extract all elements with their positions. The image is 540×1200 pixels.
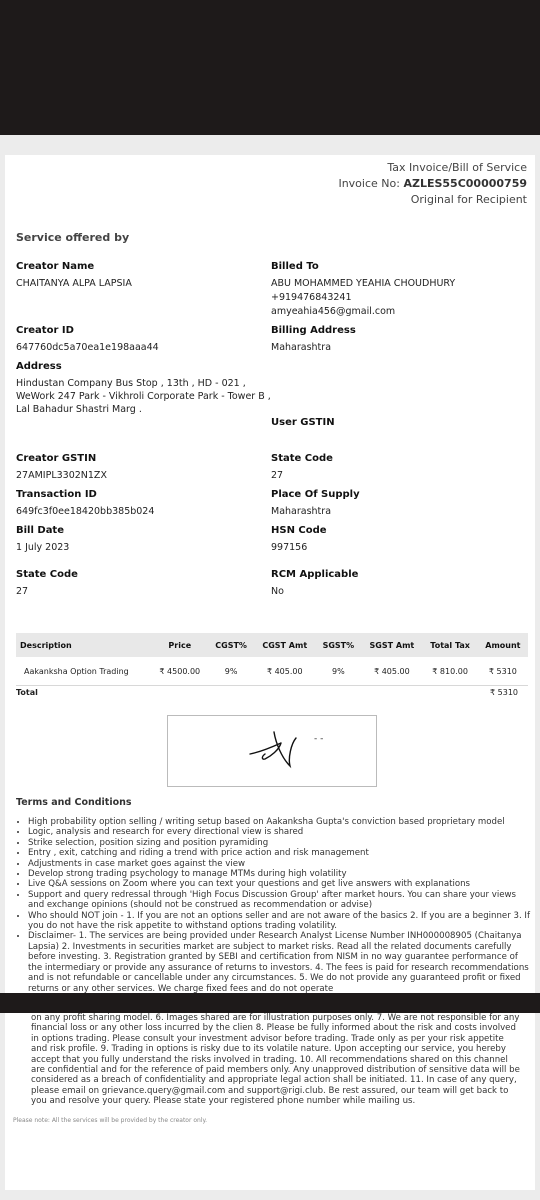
table-cell: 9%: [208, 657, 254, 686]
table-cell: ₹ 5310: [478, 657, 528, 686]
table-cell: ₹ 405.00: [254, 657, 315, 686]
list-item: • Adjustments in case market goes against the view: [28, 859, 533, 869]
invoice-sheet: [5, 155, 535, 1190]
section-title: Service offered by: [16, 231, 130, 244]
invoice-number-line: [338, 177, 527, 190]
creator-gstin-label: Creator GSTIN: [16, 453, 97, 464]
list-item: • Entry , exit, catching and riding a trend with price action and risk management: [28, 848, 533, 858]
table-row: [16, 657, 528, 686]
place-of-supply: Maharashtra: [271, 506, 332, 517]
creator-gstin: 27AMIPL3302N1ZX: [16, 470, 107, 481]
creator-name: CHAITANYA ALPA LAPSIA: [16, 278, 132, 289]
table-cell: Aakanksha Option Trading: [16, 657, 152, 686]
address-line: WeWork 247 Park - Vikhroli Corporate Park - Tower B ,: [16, 391, 271, 402]
transaction-id: 649fc3f0ee18420bb385b024: [16, 506, 155, 517]
table-header-row: [16, 633, 528, 657]
top-dark-bar: [0, 0, 540, 135]
billed-to-label: Billed To: [271, 261, 319, 272]
items-table: [16, 633, 528, 686]
copy-type: Original for Recipient: [410, 193, 527, 206]
column-header: SGST Amt: [361, 633, 422, 657]
invoice-number: AZLES55C00000759: [403, 177, 527, 190]
terms-list: [16, 817, 533, 994]
hsn-code: 997156: [271, 542, 308, 553]
creator-name-label: Creator Name: [16, 261, 95, 272]
state-code: 27: [271, 470, 284, 481]
table-cell: ₹ 4500.00: [152, 657, 209, 686]
billed-to-name: ABU MOHAMMED YEAHIA CHOUDHURY: [271, 278, 456, 289]
billing-address: Maharashtra: [271, 342, 332, 353]
table-cell: ₹ 810.00: [422, 657, 477, 686]
doc-type: Tax Invoice/Bill of Service: [387, 161, 527, 174]
rcm-applicable-label: RCM Applicable: [271, 569, 359, 580]
billed-to-phone: +919476843241: [271, 292, 352, 303]
address: [16, 377, 271, 416]
list-item: • Support and query redressal through 'High Focus Discussion Group' after market hours. You can share your views and exchange opinions (should not be construed as recommendation or advise): [28, 890, 533, 911]
list-item: • Live Q&A sessions on Zoom where you can text your questions and get live answers with explanations: [28, 879, 533, 889]
total-value: ₹ 5310: [490, 688, 518, 697]
table-cell: 9%: [315, 657, 361, 686]
signature-dash: - -: [314, 734, 324, 744]
rcm-applicable: No: [271, 586, 284, 597]
column-header: CGST%: [208, 633, 254, 657]
terms-continued: on any profit sharing model. 6. Images shared are for illustration purposes only. 7. We are not responsible for any financial loss or any other loss incurred by the clien 8. Please be fully informed about the risk and costs involved in options trading. Please consult your investment advisor before trading. Trade only as per your risk appetite and risk profile. 9. Trading in options is risky due to its volatile nature. Upon accepting our service, you hereby accept that you fully understand the risks involved in trading. 10. All recommendations shared on this channel are confidential and for the reference of paid members only. Any unapproved distribution of sensitive data will be considered as a breach of confidentiality and appropriate legal action shall be initiated. 11. In case of any query, please email on grievance.query@gmail.com and support@rigi.club. Be rest assured, our team will get back to you and resolve your query. Please state your registered phone number while mailing us.: [31, 1013, 520, 1107]
list-item: • Strike selection, position sizing and position pyramiding: [28, 838, 533, 848]
list-item: • High probability option selling / writing setup based on Aakanksha Gupta's conviction based proprietary model: [28, 817, 533, 827]
list-item: • Logic, analysis and research for every directional view is shared: [28, 827, 533, 837]
column-header: Total Tax: [422, 633, 477, 657]
list-item: • Develop strong trading psychology to manage MTMs during high volatility: [28, 869, 533, 879]
column-header: Amount: [478, 633, 528, 657]
table-cell: ₹ 405.00: [361, 657, 422, 686]
footer-note: Please note: All the services will be provided by the creator only.: [13, 1117, 208, 1124]
total-label: Total: [16, 688, 38, 697]
user-gstin-label: User GSTIN: [271, 417, 335, 428]
transaction-id-label: Transaction ID: [16, 489, 97, 500]
address-line: Lal Bahadur Shastri Marg .: [16, 404, 142, 415]
column-header: Description: [16, 633, 152, 657]
list-item: • Disclaimer- 1. The services are being provided under Research Analyst License Number INH000008905 (Chaitanya Lapsia) 2. Investments in securities market are subject to market risks. Read all the related documents carefully before investing. 3. Registration granted by SEBI and certification from NISM in no way guarantee performance of the intermediary or provide any assurance of returns to investors. 4. The fees is paid for research recommendations and is not refundable or cancellable under any circumstances. 5. We do not provide any guaranteed profit or fixed returns or any other services. We charge fixed fees and do not operate: [28, 931, 533, 993]
address-line: Hindustan Company Bus Stop , 13th , HD - 021 ,: [16, 378, 246, 389]
creator-state-code-label: State Code: [16, 569, 78, 580]
invoice-label: Invoice No:: [338, 177, 400, 190]
creator-id-label: Creator ID: [16, 325, 74, 336]
creator-state-code: 27: [16, 586, 29, 597]
bill-date-label: Bill Date: [16, 525, 64, 536]
signature-image: [168, 716, 376, 786]
place-of-supply-label: Place Of Supply: [271, 489, 360, 500]
column-header: Price: [152, 633, 209, 657]
column-header: SGST%: [315, 633, 361, 657]
column-header: CGST Amt: [254, 633, 315, 657]
creator-id: 647760dc5a70ea1e198aaa44: [16, 342, 159, 353]
state-code-label: State Code: [271, 453, 333, 464]
signature-box: [167, 715, 377, 787]
hsn-code-label: HSN Code: [271, 525, 327, 536]
bill-date: 1 July 2023: [16, 542, 70, 553]
billed-to-email: amyeahia456@gmail.com: [271, 306, 396, 317]
terms-title: Terms and Conditions: [16, 797, 132, 808]
billing-address-label: Billing Address: [271, 325, 356, 336]
address-label: Address: [16, 361, 62, 372]
page-break-bar: [0, 993, 540, 1013]
list-item: • Who should NOT join - 1. If you are not an options seller and are not aware of the basics 2. If you are a beginner 3. If you do not have the risk appetite to withstand options trading volatility.: [28, 911, 533, 932]
